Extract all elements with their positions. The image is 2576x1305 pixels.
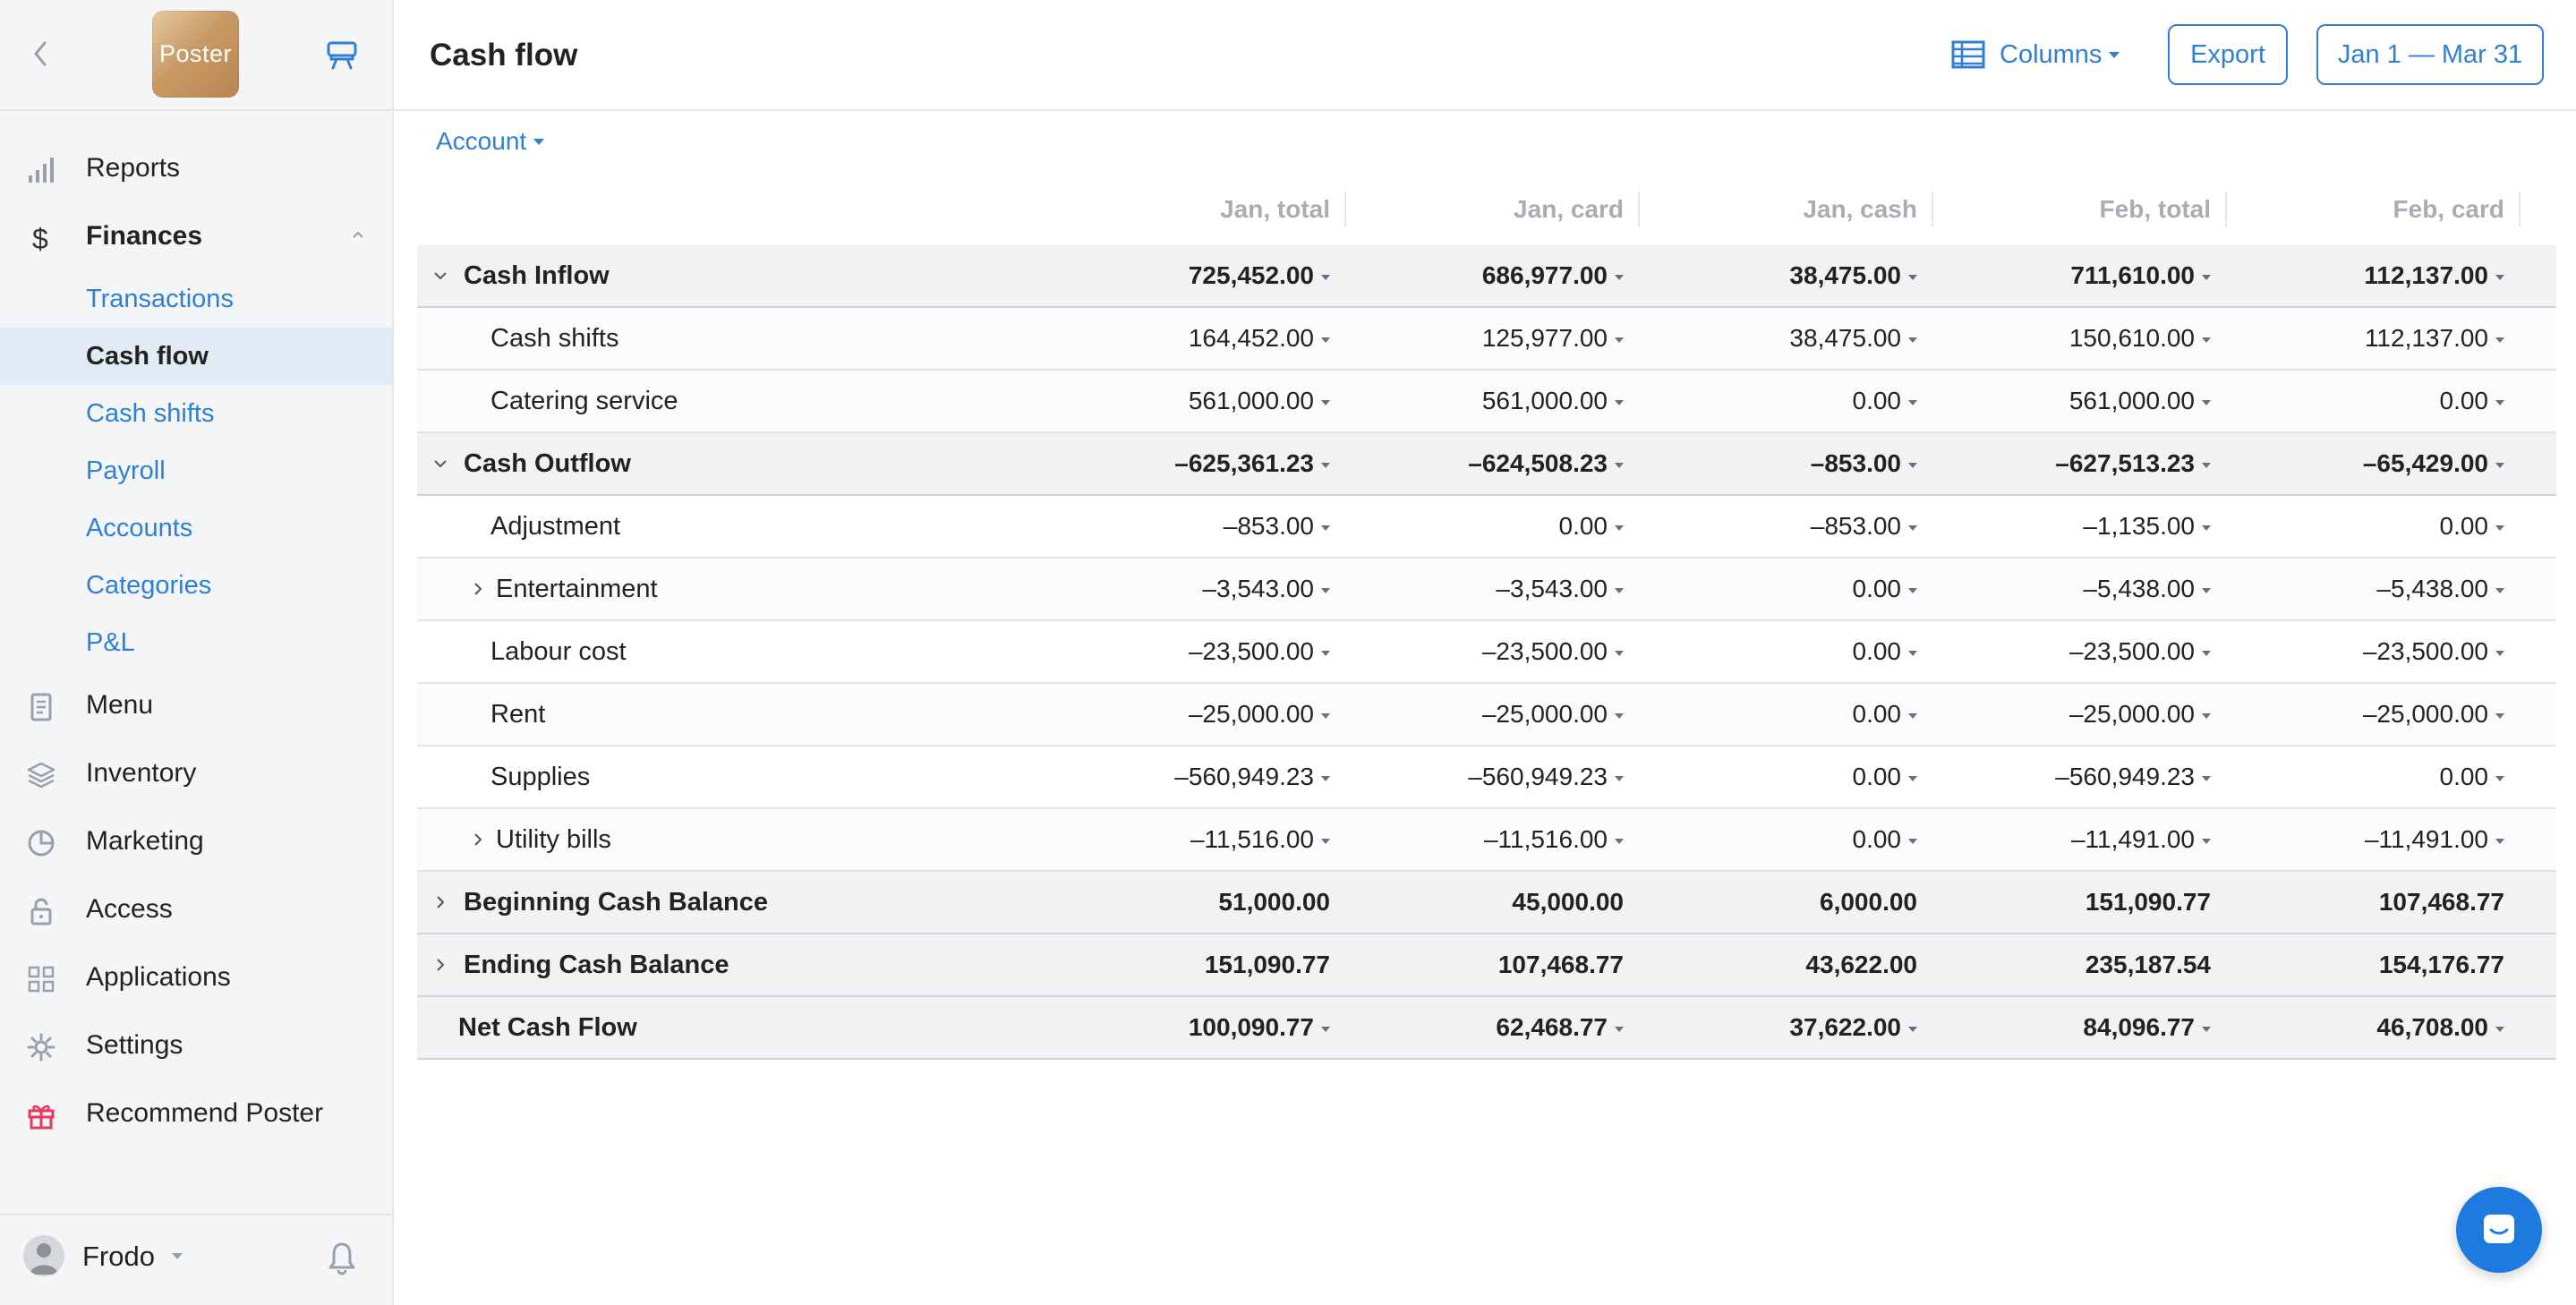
caret-down-icon[interactable] xyxy=(2202,400,2211,405)
caret-down-icon[interactable] xyxy=(2495,651,2504,656)
caret-down-icon[interactable] xyxy=(172,1253,183,1259)
sidebar-item-label: Finances xyxy=(86,221,203,251)
table-cell xyxy=(2236,934,2504,995)
caret-down-icon[interactable] xyxy=(2495,337,2504,343)
sidebar-item-label: Applications xyxy=(86,962,231,992)
table-cell xyxy=(1062,872,1330,933)
column-separator[interactable] xyxy=(1638,192,1640,227)
account-filter-label: Account xyxy=(436,127,527,155)
table-cell[interactable] xyxy=(1062,809,1330,870)
table-cell[interactable] xyxy=(1942,308,2211,369)
caret-down-icon[interactable] xyxy=(2495,525,2504,531)
caret-down-icon[interactable] xyxy=(1615,400,1624,405)
cell-value: –624,508.23 xyxy=(1468,449,1608,477)
cell-value: –11,491.00 xyxy=(2364,825,2488,853)
sidebar-subitem-accounts[interactable] xyxy=(0,499,392,557)
export-button[interactable]: Export xyxy=(2168,24,2288,85)
cell-value: –23,500.00 xyxy=(2362,637,2488,665)
cell-value: –1,135.00 xyxy=(2083,512,2195,540)
caret-down-icon[interactable] xyxy=(1908,713,1917,719)
table-cell[interactable] xyxy=(2236,684,2504,745)
cell-value: –5,438.00 xyxy=(2083,575,2195,602)
table-cell xyxy=(1649,872,1917,933)
table-cell[interactable] xyxy=(1062,746,1330,807)
table-cell[interactable] xyxy=(1355,245,1624,306)
user-silhouette-icon xyxy=(23,1235,64,1276)
table-cell xyxy=(2236,872,2504,933)
table-cell xyxy=(1355,872,1624,933)
caret-down-icon[interactable] xyxy=(1908,1027,1917,1032)
caret-down-icon[interactable] xyxy=(2202,776,2211,781)
bell-icon[interactable] xyxy=(326,1239,358,1276)
table-cell[interactable] xyxy=(1355,496,1624,557)
caret-down-icon[interactable] xyxy=(1615,651,1624,656)
cell-value: 6,000.00 xyxy=(1820,888,1917,916)
bar-chart-icon xyxy=(25,154,57,186)
cell-value: –25,000.00 xyxy=(2068,700,2195,728)
caret-down-icon[interactable] xyxy=(1908,275,1917,280)
layers-icon xyxy=(25,759,57,791)
table-cell[interactable] xyxy=(2236,433,2504,494)
row-label: Rent xyxy=(490,700,546,729)
table-cell[interactable] xyxy=(1355,621,1624,682)
table-cell[interactable] xyxy=(1942,496,2211,557)
sidebar-item-access[interactable] xyxy=(0,875,392,943)
caret-down-icon[interactable] xyxy=(2202,337,2211,343)
table-cell[interactable] xyxy=(1649,308,1917,369)
cell-value: –560,949.23 xyxy=(1468,763,1608,790)
sidebar-item-applications[interactable] xyxy=(0,943,392,1011)
chevron-down-icon[interactable] xyxy=(431,267,449,285)
grid-icon xyxy=(25,963,57,995)
row-label: Entertainment xyxy=(496,575,658,603)
user-name[interactable]: Frodo xyxy=(82,1241,155,1272)
cell-value: 45,000.00 xyxy=(1512,888,1624,916)
caret-down-icon[interactable] xyxy=(2495,275,2504,280)
sidebar xyxy=(0,0,394,1305)
table-row[interactable] xyxy=(417,371,2556,433)
caret-down-icon[interactable] xyxy=(1321,588,1330,593)
row-label: Net Cash Flow xyxy=(458,1013,637,1042)
chevron-left-icon[interactable] xyxy=(27,34,54,73)
cell-value: 0.00 xyxy=(1852,575,1901,602)
sidebar-subitem-cash-shifts[interactable] xyxy=(0,385,392,442)
table-row[interactable] xyxy=(417,433,2556,496)
chevron-right-icon[interactable] xyxy=(431,956,449,974)
cell-value: 164,452.00 xyxy=(1188,324,1314,352)
row-label: Supplies xyxy=(490,763,591,791)
sidebar-subitem-pl[interactable] xyxy=(0,614,392,671)
chevron-right-icon[interactable] xyxy=(431,893,449,911)
cell-value: 100,090.77 xyxy=(1188,1013,1314,1041)
table-cell[interactable] xyxy=(1062,496,1330,557)
page-title: Cash flow xyxy=(430,38,578,72)
row-label: Catering service xyxy=(490,387,678,415)
caret-down-icon[interactable] xyxy=(1321,713,1330,719)
row-label: Adjustment xyxy=(490,512,621,541)
caret-down-icon[interactable] xyxy=(1908,839,1917,844)
table-row[interactable] xyxy=(417,809,2556,872)
cell-value: 154,176.77 xyxy=(2378,951,2504,978)
date-range-button[interactable]: Jan 1 — Mar 31 xyxy=(2316,24,2544,85)
cell-value: 0.00 xyxy=(1852,825,1901,853)
table-row[interactable] xyxy=(417,245,2556,308)
caret-down-icon[interactable] xyxy=(1908,525,1917,531)
caret-down-icon[interactable] xyxy=(1321,776,1330,781)
caret-down-icon[interactable] xyxy=(2202,525,2211,531)
gift-icon xyxy=(25,1099,57,1131)
table-cell[interactable] xyxy=(1942,621,2211,682)
caret-down-icon[interactable] xyxy=(2202,839,2211,844)
column-header[interactable]: Jan, card xyxy=(1514,195,1624,223)
sidebar-subitem-label: Categories xyxy=(86,570,212,600)
caret-down-icon xyxy=(533,139,544,145)
table-cell[interactable] xyxy=(2236,308,2504,369)
caret-down-icon[interactable] xyxy=(1321,525,1330,531)
cell-value: –560,949.23 xyxy=(1174,763,1314,790)
sidebar-subitem-label: Payroll xyxy=(86,456,166,485)
caret-down-icon[interactable] xyxy=(1908,588,1917,593)
sidebar-item-label: Inventory xyxy=(86,758,197,788)
caret-down-icon[interactable] xyxy=(1615,525,1624,531)
table-header xyxy=(417,179,2556,245)
poster-logo[interactable] xyxy=(152,11,239,98)
caret-down-icon[interactable] xyxy=(1321,275,1330,280)
sidebar-item-inventory[interactable] xyxy=(0,739,392,807)
caret-down-icon[interactable] xyxy=(1615,776,1624,781)
caret-down-icon[interactable] xyxy=(2202,463,2211,468)
caret-down-icon[interactable] xyxy=(1908,463,1917,468)
svg-text:$: $ xyxy=(32,223,48,254)
table-icon xyxy=(1951,40,1985,69)
table-cell[interactable] xyxy=(1649,809,1917,870)
cell-value: –25,000.00 xyxy=(1188,700,1314,728)
lock-icon xyxy=(25,895,57,927)
caret-down-icon[interactable] xyxy=(1908,400,1917,405)
table-cell[interactable] xyxy=(2236,746,2504,807)
user-bar xyxy=(0,1214,392,1305)
cell-value: 561,000.00 xyxy=(1481,387,1608,414)
table-cell[interactable] xyxy=(1942,433,2211,494)
table-cell[interactable] xyxy=(2236,371,2504,431)
table-row[interactable] xyxy=(417,496,2556,559)
column-separator[interactable] xyxy=(2519,192,2521,227)
cell-value: –560,949.23 xyxy=(2055,763,2195,790)
sidebar-subitem-label: Transactions xyxy=(86,284,234,313)
caret-down-icon[interactable] xyxy=(1615,1027,1624,1032)
sidebar-item-label: Settings xyxy=(86,1030,183,1060)
caret-down-icon[interactable] xyxy=(2495,1027,2504,1032)
caret-down-icon[interactable] xyxy=(1615,588,1624,593)
table-row[interactable] xyxy=(417,559,2556,621)
chevron-down-icon[interactable] xyxy=(431,455,449,473)
cell-value: 0.00 xyxy=(1558,512,1608,540)
table-row[interactable] xyxy=(417,746,2556,809)
table-cell[interactable] xyxy=(1942,746,2211,807)
cell-value: –3,543.00 xyxy=(1496,575,1608,602)
sidebar-subitem-label: P&L xyxy=(86,627,135,657)
caret-down-icon xyxy=(2109,52,2120,58)
sidebar-item-reports[interactable] xyxy=(0,134,392,202)
cell-value: 0.00 xyxy=(1852,763,1901,790)
cell-value: 0.00 xyxy=(2439,387,2488,414)
chat-button[interactable] xyxy=(2456,1187,2542,1273)
cell-value: 711,610.00 xyxy=(2070,261,2195,289)
pos-terminal-icon[interactable] xyxy=(324,39,360,72)
caret-down-icon[interactable] xyxy=(1615,275,1624,280)
caret-down-icon[interactable] xyxy=(2495,839,2504,844)
table-cell[interactable] xyxy=(2236,245,2504,306)
caret-down-icon[interactable] xyxy=(2495,400,2504,405)
sidebar-item-marketing[interactable] xyxy=(0,807,392,875)
table-row[interactable] xyxy=(417,308,2556,371)
sidebar-item-label: Reports xyxy=(86,153,181,183)
cell-value: 112,137.00 xyxy=(2364,324,2488,352)
cell-value: –625,361.23 xyxy=(1174,449,1314,477)
cell-value: –853.00 xyxy=(1810,512,1901,540)
row-label: Ending Cash Balance xyxy=(464,951,729,979)
caret-down-icon[interactable] xyxy=(2495,713,2504,719)
column-separator[interactable] xyxy=(1344,192,1346,227)
table-cell xyxy=(1942,872,2211,933)
cell-value: –25,000.00 xyxy=(2362,700,2488,728)
cell-value: 84,096.77 xyxy=(2083,1013,2195,1041)
cell-value: 46,708.00 xyxy=(2376,1013,2488,1041)
cell-value: 43,622.00 xyxy=(1805,951,1917,978)
column-header[interactable]: Feb, total xyxy=(2099,195,2211,223)
caret-down-icon[interactable] xyxy=(2495,463,2504,468)
table-cell[interactable] xyxy=(1942,371,2211,431)
sidebar-subitem-label: Cash shifts xyxy=(86,398,215,428)
table-cell[interactable] xyxy=(1649,496,1917,557)
caret-down-icon[interactable] xyxy=(2495,776,2504,781)
sidebar-subitem-label: Accounts xyxy=(86,513,193,542)
sidebar-item-menu[interactable] xyxy=(0,671,392,739)
sidebar-item-finances[interactable] xyxy=(0,202,392,270)
table-cell xyxy=(1355,934,1624,995)
sidebar-subitem-payroll[interactable] xyxy=(0,442,392,499)
account-filter[interactable] xyxy=(436,127,544,156)
columns-button[interactable] xyxy=(1951,32,2120,77)
cell-value: 107,468.77 xyxy=(1497,951,1624,978)
cell-value: –25,000.00 xyxy=(1481,700,1608,728)
cell-value: 561,000.00 xyxy=(1188,387,1314,414)
gear-icon xyxy=(25,1031,57,1063)
column-separator[interactable] xyxy=(1932,192,1933,227)
table-cell[interactable] xyxy=(1355,308,1624,369)
caret-down-icon[interactable] xyxy=(2202,651,2211,656)
sidebar-nav xyxy=(0,134,392,1147)
caret-down-icon[interactable] xyxy=(1615,463,1624,468)
cell-value: 0.00 xyxy=(2439,763,2488,790)
sidebar-header xyxy=(0,0,392,111)
logo-text: Poster xyxy=(158,40,233,67)
sidebar-item-label: Menu xyxy=(86,690,154,720)
table-cell[interactable] xyxy=(2236,496,2504,557)
table-cell[interactable] xyxy=(1062,684,1330,745)
cell-value: 151,090.77 xyxy=(2085,888,2211,916)
column-header[interactable]: Jan, total xyxy=(1220,195,1330,223)
table-cell[interactable] xyxy=(1942,997,2211,1058)
caret-down-icon[interactable] xyxy=(2202,588,2211,593)
cell-value: –853.00 xyxy=(1810,449,1901,477)
cell-value: –23,500.00 xyxy=(1481,637,1608,665)
table-row[interactable] xyxy=(417,997,2556,1060)
table-body xyxy=(417,245,2556,1060)
row-label: Labour cost xyxy=(490,637,627,666)
cell-value: –11,516.00 xyxy=(1190,825,1314,853)
chevron-right-icon[interactable] xyxy=(469,580,487,598)
cell-value: 0.00 xyxy=(1852,700,1901,728)
table-cell[interactable] xyxy=(1649,997,1917,1058)
column-separator[interactable] xyxy=(2225,192,2227,227)
page-header xyxy=(394,0,2576,111)
table-cell[interactable] xyxy=(2236,621,2504,682)
document-icon xyxy=(25,691,57,723)
table-cell[interactable] xyxy=(1062,245,1330,306)
cell-value: –3,543.00 xyxy=(1202,575,1314,602)
table-cell[interactable] xyxy=(1355,684,1624,745)
cell-value: –853.00 xyxy=(1223,512,1314,540)
sidebar-item-settings[interactable] xyxy=(0,1011,392,1079)
table-cell[interactable] xyxy=(1355,371,1624,431)
row-label: Cash Outflow xyxy=(464,449,631,478)
pie-chart-icon xyxy=(25,827,57,859)
caret-down-icon[interactable] xyxy=(2495,588,2504,593)
caret-down-icon[interactable] xyxy=(1321,463,1330,468)
caret-down-icon[interactable] xyxy=(2202,275,2211,280)
caret-down-icon[interactable] xyxy=(1321,1027,1330,1032)
table-cell[interactable] xyxy=(1649,559,1917,619)
cell-value: –627,513.23 xyxy=(2055,449,2195,477)
table-cell xyxy=(1062,934,1330,995)
caret-down-icon[interactable] xyxy=(1321,839,1330,844)
table-cell[interactable] xyxy=(1062,997,1330,1058)
table-row[interactable] xyxy=(417,684,2556,746)
sidebar-subitem-categories[interactable] xyxy=(0,557,392,614)
table-cell xyxy=(1942,934,2211,995)
table-cell[interactable] xyxy=(1649,684,1917,745)
table-row[interactable] xyxy=(417,621,2556,684)
cell-value: –23,500.00 xyxy=(1188,637,1314,665)
table-cell[interactable] xyxy=(1062,433,1330,494)
table-cell[interactable] xyxy=(1649,371,1917,431)
cell-value: –11,516.00 xyxy=(1483,825,1608,853)
chevron-right-icon[interactable] xyxy=(469,831,487,849)
table-cell[interactable] xyxy=(1355,809,1624,870)
column-header[interactable]: Feb, card xyxy=(2393,195,2504,223)
cell-value: 51,000.00 xyxy=(1218,888,1330,916)
cell-value: 37,622.00 xyxy=(1789,1013,1901,1041)
cell-value: 0.00 xyxy=(2439,512,2488,540)
table-cell[interactable] xyxy=(1649,433,1917,494)
row-label: Cash Inflow xyxy=(464,261,610,290)
table-cell[interactable] xyxy=(2236,997,2504,1058)
cell-value: –11,491.00 xyxy=(2070,825,2195,853)
cell-value: 150,610.00 xyxy=(2068,324,2195,352)
column-header[interactable]: Jan, cash xyxy=(1803,195,1917,223)
table-cell[interactable] xyxy=(1649,746,1917,807)
row-label: Utility bills xyxy=(496,825,611,854)
row-label: Beginning Cash Balance xyxy=(464,888,769,917)
table-cell[interactable] xyxy=(1942,684,2211,745)
sidebar-item-label: Access xyxy=(86,894,173,924)
table-cell[interactable] xyxy=(1062,559,1330,619)
table-cell[interactable] xyxy=(1942,809,2211,870)
caret-down-icon[interactable] xyxy=(1615,713,1624,719)
cell-value: 0.00 xyxy=(1852,637,1901,665)
cell-value: 38,475.00 xyxy=(1789,324,1901,352)
sidebar-subitem-cash-flow[interactable] xyxy=(0,328,392,385)
cell-value: 561,000.00 xyxy=(2068,387,2195,414)
sidebar-item-label: Marketing xyxy=(86,826,204,856)
sidebar-subitem-label: Cash flow xyxy=(86,341,209,371)
sidebar-item-recommend-poster[interactable] xyxy=(0,1079,392,1147)
table-row[interactable] xyxy=(417,934,2556,997)
table-cell[interactable] xyxy=(1649,621,1917,682)
sidebar-item-label: Recommend Poster xyxy=(86,1098,324,1128)
cell-value: 0.00 xyxy=(1852,387,1901,414)
cell-value: 686,977.00 xyxy=(1481,261,1608,289)
cell-value: 38,475.00 xyxy=(1789,261,1901,289)
cash-flow-table xyxy=(417,179,2556,1060)
cell-value: 125,977.00 xyxy=(1481,324,1608,352)
cell-value: 107,468.77 xyxy=(2378,888,2504,916)
caret-down-icon[interactable] xyxy=(2202,713,2211,719)
table-cell[interactable] xyxy=(2236,809,2504,870)
table-cell[interactable] xyxy=(1942,245,2211,306)
cell-value: –5,438.00 xyxy=(2376,575,2488,602)
table-cell xyxy=(1649,934,1917,995)
caret-down-icon[interactable] xyxy=(1908,337,1917,343)
caret-down-icon[interactable] xyxy=(1908,651,1917,656)
cell-value: 112,137.00 xyxy=(2364,261,2488,289)
table-cell[interactable] xyxy=(1355,433,1624,494)
cell-value: –65,429.00 xyxy=(2362,449,2488,477)
table-cell[interactable] xyxy=(1355,559,1624,619)
cell-value: –23,500.00 xyxy=(2068,637,2195,665)
avatar[interactable] xyxy=(23,1235,64,1276)
dollar-icon xyxy=(25,222,57,254)
caret-down-icon[interactable] xyxy=(1615,337,1624,343)
sidebar-subitem-transactions[interactable] xyxy=(0,270,392,328)
chat-icon xyxy=(2478,1208,2521,1251)
columns-label: Columns xyxy=(2000,39,2103,69)
cell-value: 151,090.77 xyxy=(1204,951,1330,978)
row-label: Cash shifts xyxy=(490,324,619,353)
chevron-up-icon[interactable] xyxy=(351,229,365,240)
caret-down-icon[interactable] xyxy=(1615,839,1624,844)
table-cell[interactable] xyxy=(1062,621,1330,682)
table-cell[interactable] xyxy=(1649,245,1917,306)
caret-down-icon[interactable] xyxy=(1908,776,1917,781)
table-cell[interactable] xyxy=(2236,559,2504,619)
table-cell[interactable] xyxy=(1062,308,1330,369)
caret-down-icon[interactable] xyxy=(1321,400,1330,405)
table-row[interactable] xyxy=(417,872,2556,934)
cell-value: 235,187.54 xyxy=(2085,951,2211,978)
table-cell[interactable] xyxy=(1355,997,1624,1058)
caret-down-icon[interactable] xyxy=(2202,1027,2211,1032)
cell-value: 62,468.77 xyxy=(1496,1013,1608,1041)
table-cell[interactable] xyxy=(1942,559,2211,619)
table-cell[interactable] xyxy=(1062,371,1330,431)
caret-down-icon[interactable] xyxy=(1321,651,1330,656)
cell-value: 725,452.00 xyxy=(1188,261,1314,289)
caret-down-icon[interactable] xyxy=(1321,337,1330,343)
table-cell[interactable] xyxy=(1355,746,1624,807)
